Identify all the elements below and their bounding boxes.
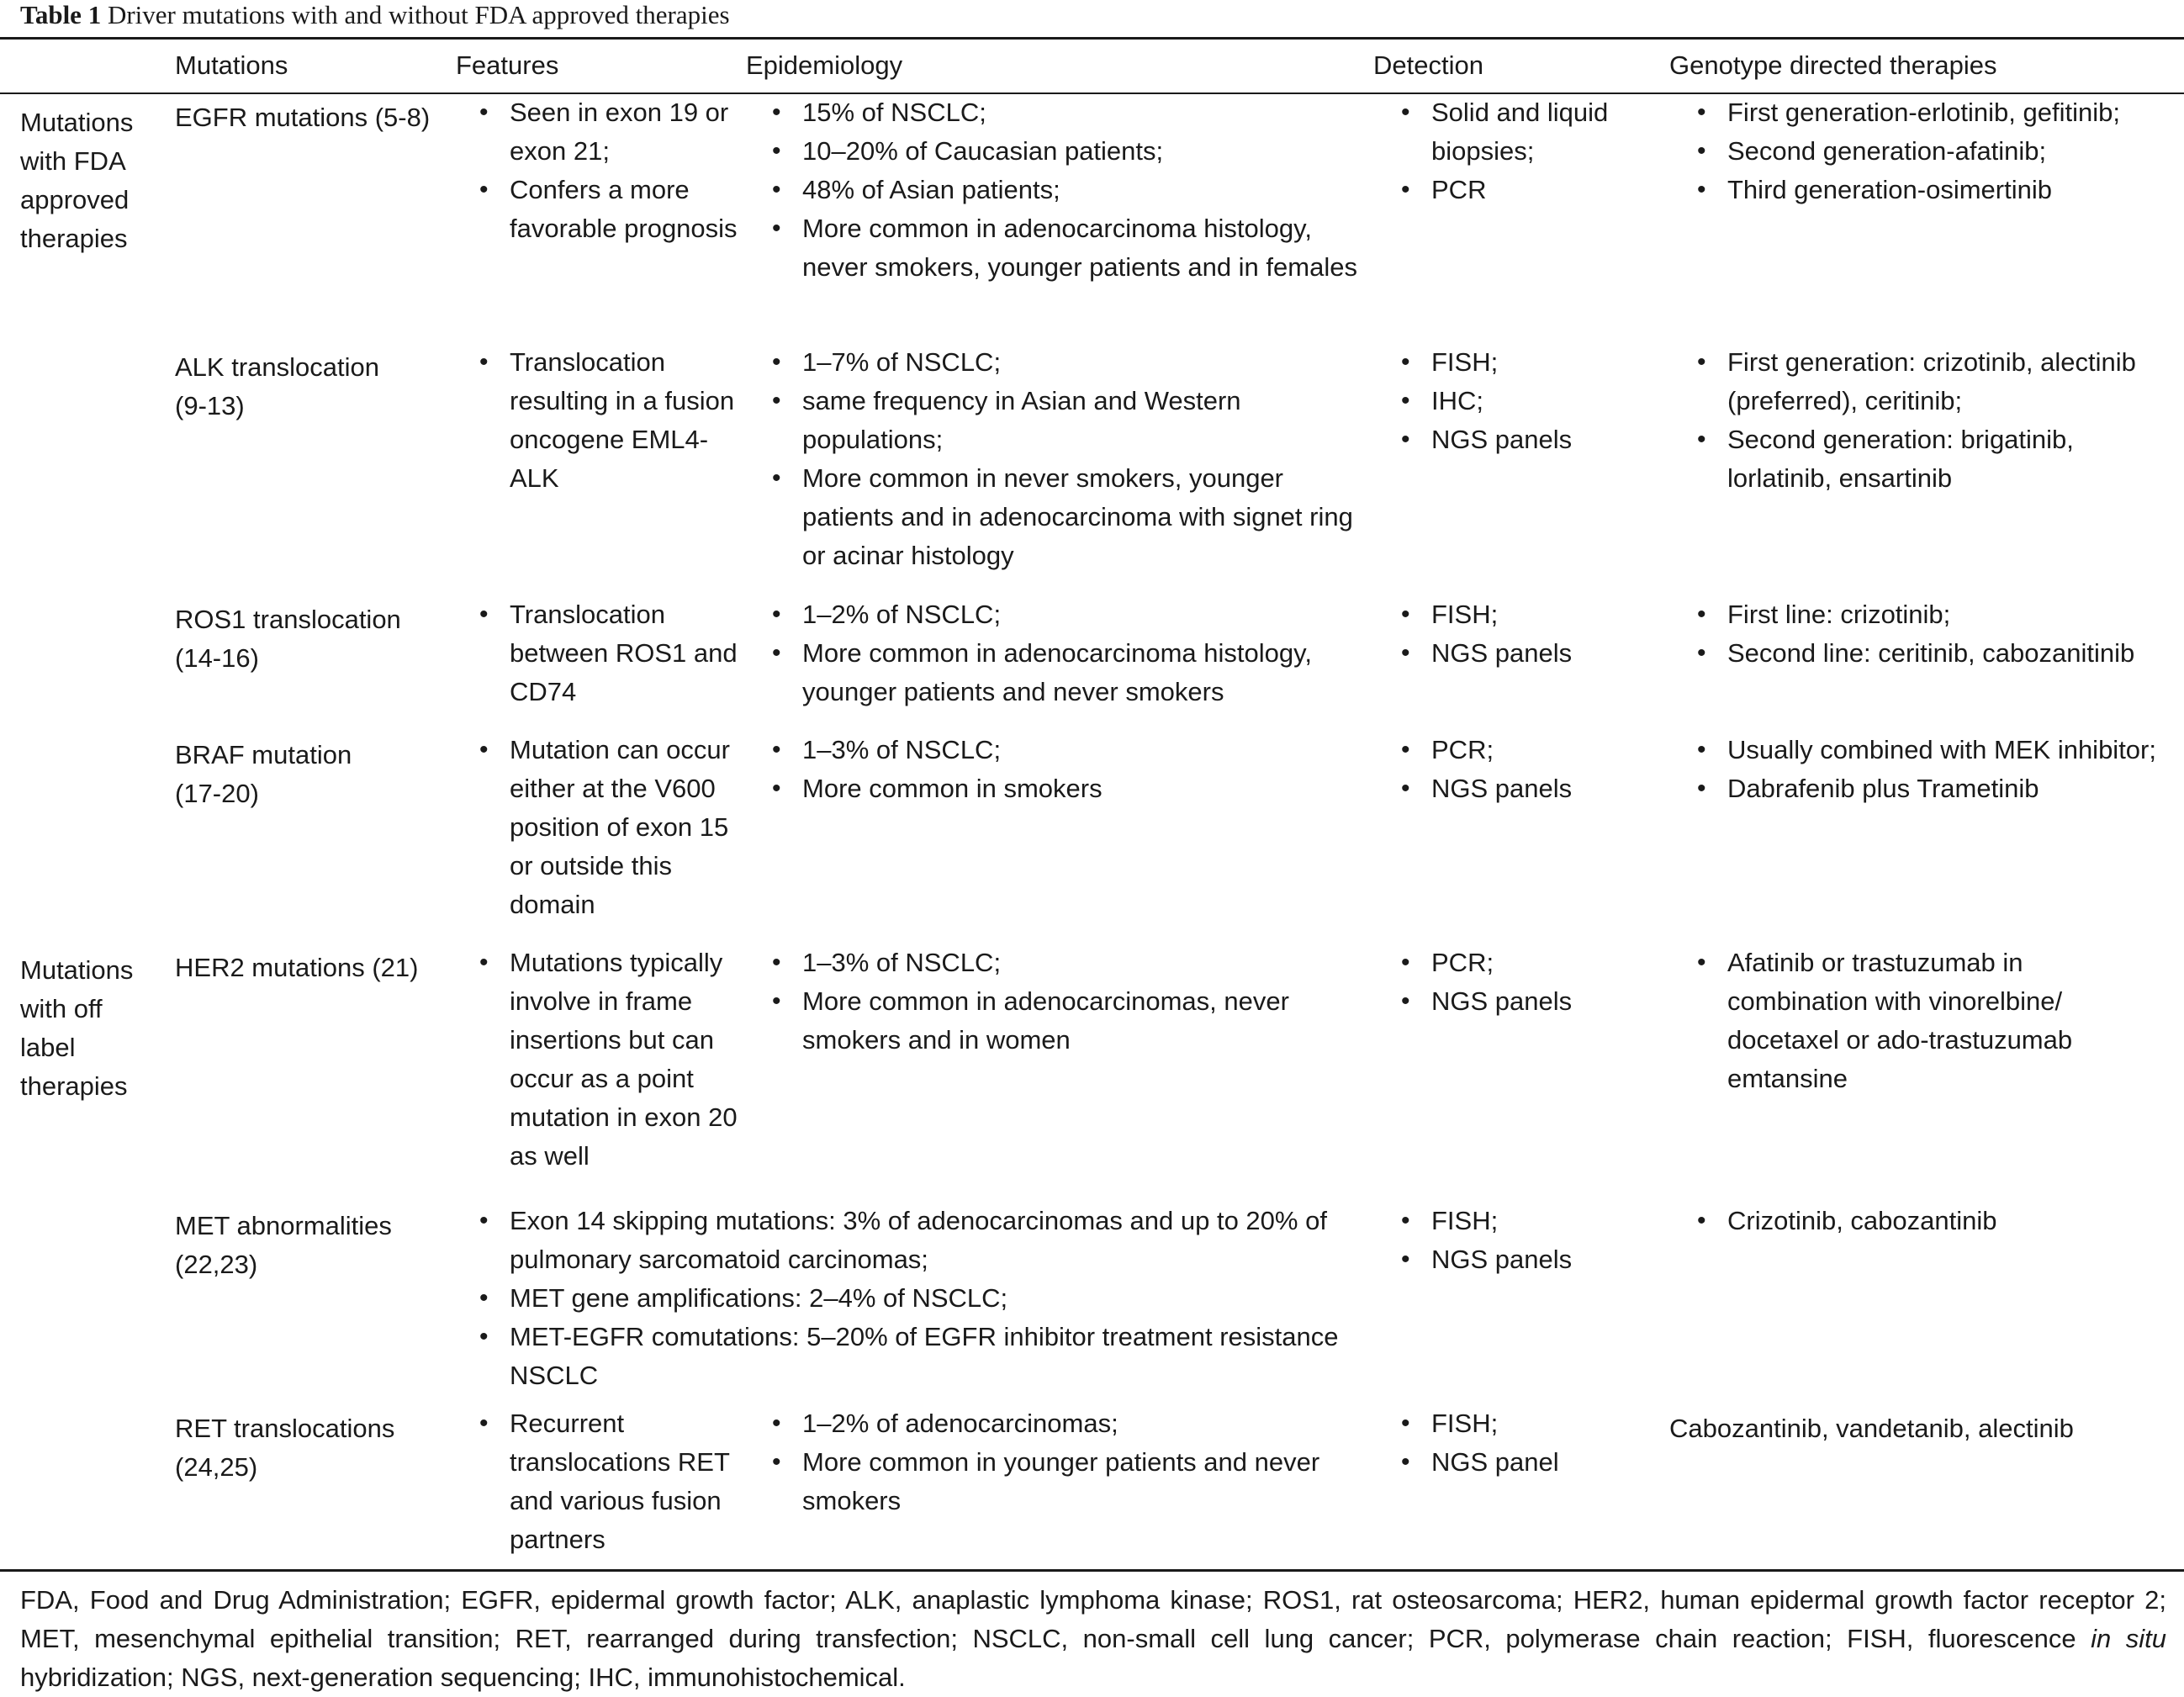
epidemiology-list [769, 944, 1374, 1060]
table-footnote [20, 1581, 2166, 1697]
group-label [20, 951, 167, 1106]
therapies-cell [1694, 944, 2165, 1098]
feature-item: • Confers a more favorable prognosis [476, 171, 754, 248]
features-epidemiology-item: • Exon 14 skipping mutations: 3% of adenocarcinomas and up to 20% of pulmonary sarcomatoid carcinomas; [476, 1202, 1374, 1279]
header-detection: Detection [1373, 50, 1483, 80]
detection-item: • NGS panels [1398, 769, 1675, 808]
epidemiology-item: • 1–2% of adenocarcinomas; [769, 1404, 1374, 1443]
mutation-cell [175, 600, 452, 678]
epidemiology-item: • More common in younger patients and never smokers [769, 1443, 1374, 1520]
mutation-name: ROS1 translocation [175, 605, 401, 634]
mutation-name: RET translocations [175, 1414, 395, 1443]
mutation-name: ALK translocation [175, 352, 379, 382]
therapies-cell [1694, 595, 2165, 673]
epidemiology-item: • 1–7% of NSCLC; [769, 343, 1374, 382]
detection-list [1398, 944, 1675, 1021]
epidemiology-list [769, 1404, 1374, 1520]
detection-list [1398, 343, 1675, 459]
detection-cell [1398, 731, 1675, 808]
therapy-item: • Afatinib or trastuzumab in combination with vinorelbine/ docetaxel or ado-trastuzumab emtansine [1694, 944, 2165, 1098]
feature-item: • Mutation can occur either at the V600 position of exon 15 or outside this domain [476, 731, 754, 924]
group-label-line: Mutations [20, 955, 134, 985]
mutation-cell [175, 98, 452, 137]
therapies-cell [1694, 1202, 2165, 1240]
detection-item: • IHC; [1398, 382, 1675, 420]
detection-cell [1398, 343, 1675, 459]
feature-list [476, 1404, 754, 1559]
therapy-item: • Third generation-osimertinib [1694, 171, 2165, 209]
mutation-name: (24,25) [175, 1452, 258, 1482]
detection-item: • FISH; [1398, 343, 1675, 382]
epidemiology-item: • More common in adenocarcinoma histology, younger patients and never smokers [769, 634, 1374, 711]
footnote-text-end: hybridization; NGS, next-generation sequencing; IHC, immunohistochemical. [20, 1663, 906, 1692]
therapy-list [1694, 93, 2165, 209]
epidemiology-item: • 10–20% of Caucasian patients; [769, 132, 1374, 171]
epidemiology-item: • 48% of Asian patients; [769, 171, 1374, 209]
mutation-cell [175, 949, 452, 987]
epidemiology-item: • More common in adenocarcinoma histology, never smokers, younger patients and in females [769, 209, 1374, 287]
therapy-item: • First generation-erlotinib, gefitinib; [1694, 93, 2165, 132]
therapy-item: • First line: crizotinib; [1694, 595, 2165, 634]
detection-cell [1398, 944, 1675, 1021]
mutation-cell [175, 1409, 452, 1487]
mutation-name: EGFR mutations (5-8) [175, 103, 431, 132]
feature-list [476, 944, 754, 1176]
therapies-cell [1694, 93, 2165, 209]
epidemiology-item: • same frequency in Asian and Western populations; [769, 382, 1374, 459]
group-label-line: Mutations [20, 108, 134, 137]
feature-item: • Recurrent translocations RET and various fusion partners [476, 1404, 754, 1559]
feature-item: • Seen in exon 19 or exon 21; [476, 93, 754, 171]
epidemiology-item: • More common in adenocarcinomas, never smokers and in women [769, 982, 1374, 1060]
features-cell [476, 1404, 754, 1559]
mutation-name: HER2 mutations (21) [175, 953, 419, 982]
therapy-item: • Second generation-afatinib; [1694, 132, 2165, 171]
table-caption-text: Driver mutations with and without FDA approved therapies [107, 0, 730, 29]
detection-list [1398, 595, 1675, 673]
epidemiology-item: • 15% of NSCLC; [769, 93, 1374, 132]
therapy-item: • Second line: ceritinib, cabozanitinib [1694, 634, 2165, 673]
detection-item: • NGS panels [1398, 982, 1675, 1021]
detection-item: • NGS panels [1398, 1240, 1675, 1279]
detection-list [1398, 1202, 1675, 1279]
therapy-item: • Usually combined with MEK inhibitor; [1694, 731, 2165, 769]
epidemiology-item: • More common in smokers [769, 769, 1374, 808]
therapy-item: • Second generation: brigatinib, lorlatinib, ensartinib [1694, 420, 2165, 498]
therapy-item: • Crizotinib, cabozantinib [1694, 1202, 2165, 1240]
mutation-name: BRAF mutation [175, 740, 352, 769]
therapy-list [1694, 1202, 2165, 1240]
top-rule [0, 37, 2184, 40]
therapy-list [1694, 731, 2165, 808]
footnote-italic: in situ [2091, 1624, 2166, 1653]
header-features: Features [456, 50, 559, 80]
mutation-cell [175, 1207, 452, 1284]
epidemiology-cell [769, 944, 1374, 1060]
detection-item: • Solid and liquid biopsies; [1398, 93, 1675, 171]
detection-item: • FISH; [1398, 595, 1675, 634]
mutation-name: MET abnormalities [175, 1211, 392, 1240]
therapy-list [1694, 343, 2165, 498]
therapy-text: Cabozantinib, vandetanib, alectinib [1669, 1414, 2074, 1443]
features-cell [476, 595, 754, 711]
epidemiology-item: • 1–2% of NSCLC; [769, 595, 1374, 634]
therapy-item: • First generation: crizotinib, alectinib (preferred), ceritinib; [1694, 343, 2165, 420]
header-mutations: Mutations [175, 50, 288, 80]
mutation-name: (14-16) [175, 643, 259, 673]
mutation-name: (9-13) [175, 391, 245, 420]
epidemiology-list [769, 595, 1374, 711]
detection-item: • NGS panel [1398, 1443, 1675, 1482]
epidemiology-item: • 1–3% of NSCLC; [769, 731, 1374, 769]
detection-cell [1398, 595, 1675, 673]
therapy-list [1694, 595, 2165, 673]
detection-list [1398, 1404, 1675, 1482]
detection-list [1398, 93, 1675, 209]
detection-list [1398, 731, 1675, 808]
header-therapies: Genotype directed therapies [1669, 50, 1997, 80]
epidemiology-item: • 1–3% of NSCLC; [769, 944, 1374, 982]
epidemiology-item: • More common in never smokers, younger patients and in adenocarcinoma with signet ring or acinar histology [769, 459, 1374, 575]
therapies-cell [1694, 343, 2165, 498]
detection-item: • NGS panels [1398, 420, 1675, 459]
detection-item: • PCR; [1398, 944, 1675, 982]
features-cell [476, 944, 754, 1176]
features-cell [476, 731, 754, 924]
header-epidemiology: Epidemiology [746, 50, 903, 80]
detection-item: • FISH; [1398, 1404, 1675, 1443]
epidemiology-list [769, 343, 1374, 575]
therapy-item: • Dabrafenib plus Trametinib [1694, 769, 2165, 808]
epidemiology-cell [769, 93, 1374, 287]
group-label-line: therapies [20, 224, 128, 253]
group-label-line: approved [20, 185, 130, 214]
mutation-cell [175, 736, 452, 813]
detection-cell [1398, 1404, 1675, 1482]
features-epidemiology-item: • MET gene amplifications: 2–4% of NSCLC; [476, 1279, 1374, 1318]
detection-item: • PCR; [1398, 731, 1675, 769]
group-label-line: with off [20, 994, 103, 1023]
features-epidemiology-cell [476, 1202, 1374, 1395]
therapies-cell [1669, 1409, 2165, 1448]
therapies-cell [1694, 731, 2165, 808]
feature-list [476, 343, 754, 498]
feature-item: • Translocation resulting in a fusion oncogene EML4-ALK [476, 343, 754, 498]
epidemiology-list [769, 731, 1374, 808]
epidemiology-cell [769, 595, 1374, 711]
mutation-name: (17-20) [175, 779, 259, 808]
detection-item: • PCR [1398, 171, 1675, 209]
group-label-line: therapies [20, 1071, 128, 1101]
epidemiology-cell [769, 343, 1374, 575]
table-caption-label: Table 1 [20, 0, 102, 29]
epidemiology-list [769, 93, 1374, 287]
footer-rule [0, 1569, 2184, 1572]
group-label-line: with FDA [20, 146, 126, 176]
feature-list [476, 595, 754, 711]
features-epidemiology-list [476, 1202, 1374, 1395]
group-label [20, 103, 167, 258]
therapy-list [1694, 944, 2165, 1098]
features-epidemiology-item: • MET-EGFR comutations: 5–20% of EGFR inhibitor treatment resistance NSCLC [476, 1318, 1374, 1395]
feature-item: • Translocation between ROS1 and CD74 [476, 595, 754, 711]
feature-list [476, 731, 754, 924]
footnote-text: FDA, Food and Drug Administration; EGFR, epidermal growth factor; ALK, anaplastic lymphoma kinase; ROS1, rat osteosarcoma; HER2, human epidermal growth factor receptor 2; MET, mesenchymal epithelial transition; RET, rearranged during transfection; NSCLC, non-small cell lung cancer; PCR, polymerase chain reaction; FISH, fluorescence [20, 1585, 2166, 1653]
feature-item: • Mutations typically involve in frame insertions but can occur as a point mutation in exon 20 as well [476, 944, 754, 1176]
detection-item: • NGS panels [1398, 634, 1675, 673]
epidemiology-cell [769, 731, 1374, 808]
features-cell [476, 343, 754, 498]
group-label-line: label [20, 1033, 76, 1062]
mutation-name: (22,23) [175, 1250, 258, 1279]
table-caption [20, 0, 730, 30]
detection-item: • FISH; [1398, 1202, 1675, 1240]
epidemiology-cell [769, 1404, 1374, 1520]
detection-cell [1398, 1202, 1675, 1279]
detection-cell [1398, 93, 1675, 209]
features-cell [476, 93, 754, 248]
feature-list [476, 93, 754, 248]
mutation-cell [175, 348, 452, 426]
